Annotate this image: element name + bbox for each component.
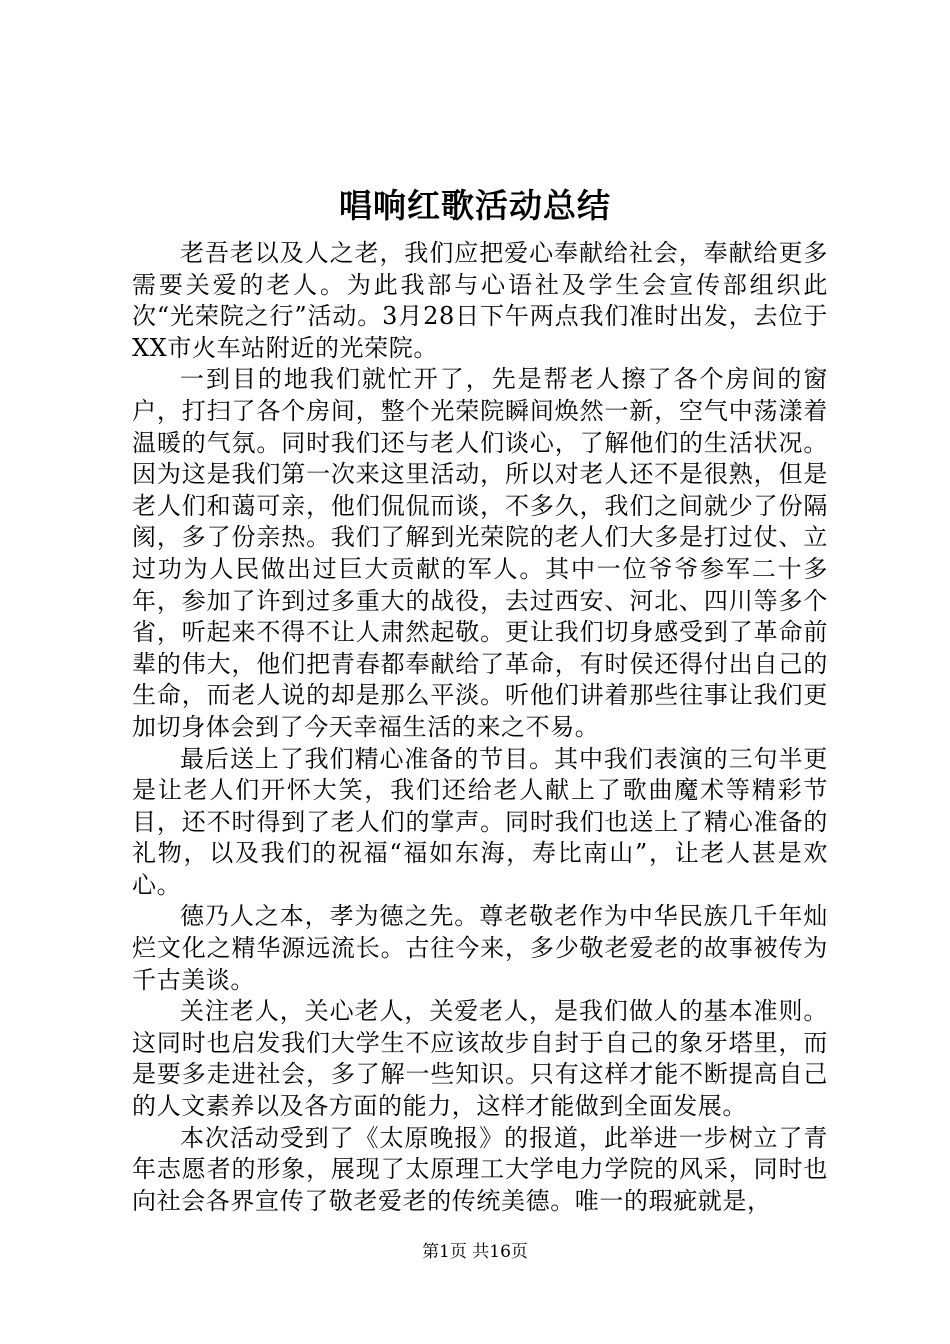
paragraph-1: 老吾老以及人之老，我们应把爱心奉献给社会，奉献给更多需要关爱的老人。为此我部与心语社及学生会宣传部组织此次“光荣院之行”活动。3月28日下午两点我们准时出发，去位于XX市火车站附近的光荣院。 <box>132 239 828 362</box>
document-title: 唱响红歌活动总结 <box>339 186 611 225</box>
paragraph-5: 关注老人，关心老人，关爱老人，是我们做人的基本准则。这同时也启发我们大学生不应该故步自封于自己的象牙塔里，而是要多走进社会，多了解一些知识。只有这样才能不断提高自己的人文素养以及各方面的能力，这样才能做到全面发展。 <box>132 997 828 1121</box>
paragraph-6: 本次活动受到了《太原晚报》的报道，此举进一步树立了青年志愿者的形象，展现了太原理工大学电力学院的风采，同时也向社会各界宣传了敬老爱老的传统美德。唯一的瑕疵就是， <box>132 1123 828 1215</box>
document-body <box>132 238 828 1217</box>
paragraph-4: 德乃人之本，孝为德之先。尊老敬老作为中华民族几千年灿烂文化之精华源远流长。古往今来，多少敬老爱老的故事被传为千古美谈。 <box>132 902 828 994</box>
paragraph-3: 最后送上了我们精心准备的节目。其中我们表演的三句半更是让老人们开怀大笑，我们还给老人献上了歌曲魔术等精彩节目，还不时得到了老人们的掌声。同时我们也送上了精心准备的礼物，以及我们的祝福“福如东海，寿比南山”，让老人甚是欢心。 <box>132 744 828 899</box>
paragraph-2: 一到目的地我们就忙开了，先是帮老人擦了各个房间的窗户，打扫了各个房间，整个光荣院瞬间焕然一新，空气中荡漾着温暖的气氛。同时我们还与老人们谈心，了解他们的生活状况。因为这是我们第一次来这里活动，所以对老人还不是很熟，但是老人们和蔼可亲，他们侃侃而谈，不多久，我们之间就少了份隔阂，多了份亲热。我们了解到光荣院的老人们大多是打过仗、立过功为人民做出过巨大贡献的军人。其中一位爷爷参军二十多年，参加了许到过多重大的战役，去过西安、河北、四川等多个省，听起来不得不让人肃然起敬。更让我们切身感受到了革命前辈的伟大，他们把青春都奉献给了革命，有时侯还得付出自己的生命，而老人说的却是那么平淡。听他们讲着那些往事让我们更加切身体会到了今天幸福生活的来之不易。 <box>132 365 828 741</box>
page-number-footer: 第1页 共16页 <box>422 1242 528 1262</box>
